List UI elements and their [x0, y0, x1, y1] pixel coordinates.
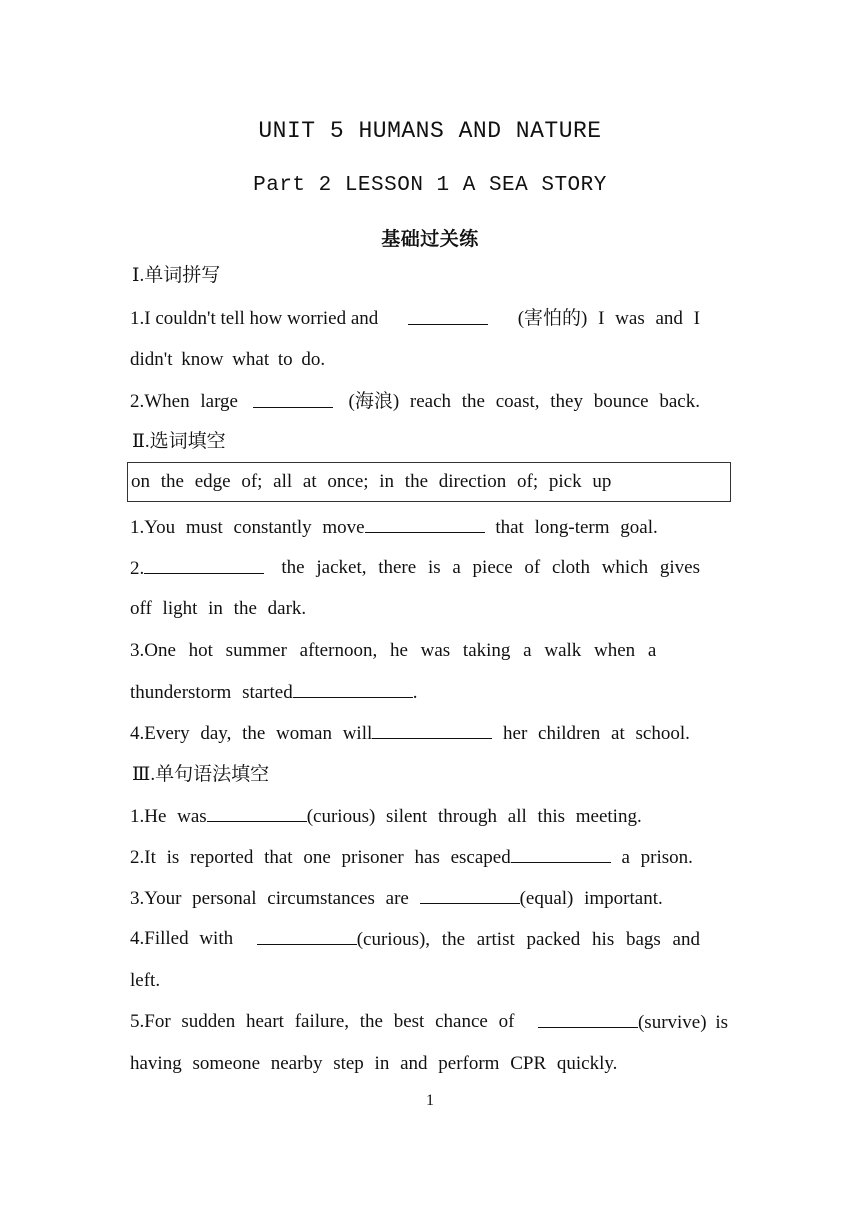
s2-q3-line1: 3.One hot summer afternoon, he was taking a walk when a: [130, 640, 657, 661]
s2-q3-line2: [130, 679, 417, 706]
s2-q4-text: 4.Every day, the woman will: [130, 723, 373, 744]
s3-q4-blank[interactable]: [257, 926, 357, 945]
s2-q2-line1: [130, 555, 700, 582]
s3-q3-text-end: (equal) important.: [519, 888, 663, 909]
s2-q3-period: .: [412, 682, 418, 703]
s2-q4-blank[interactable]: [372, 720, 492, 739]
s1-q1-text: 1.I couldn't tell how worried and: [130, 308, 379, 329]
s1-q2-line: [130, 389, 700, 415]
s2-q3-text: thunderstorm started: [130, 682, 293, 703]
s2-q4-text-end: her children at school.: [503, 723, 690, 744]
s1-q1-line1: [130, 306, 700, 332]
s2-q2-blank[interactable]: [144, 555, 264, 574]
s2-q1-text-end: that long-term goal.: [495, 517, 658, 538]
section-2-heading: Ⅱ.选词填空: [132, 431, 226, 452]
section-subtitle: 基础过关练: [381, 228, 479, 250]
s2-q2-text: the jacket, there is a piece of cloth which gives: [281, 557, 700, 578]
s3-q4-fill: [257, 926, 700, 953]
s2-q2-line2: off light in the dark.: [130, 598, 307, 619]
s3-q5-fill: [538, 1009, 728, 1036]
s3-q4-text: 4.Filled with: [130, 928, 234, 949]
word-options: on the edge of; all at once; in the direction of; pick up: [131, 471, 612, 492]
s1-q2-blank[interactable]: [253, 389, 333, 408]
s3-q2-blank[interactable]: [511, 844, 611, 863]
s3-q1-text-end: (curious) silent through all this meeting.: [306, 806, 642, 827]
section-1-heading: Ⅰ.单词拼写: [132, 265, 221, 286]
s3-q3-line: [130, 885, 663, 912]
s3-q4-line1: [130, 926, 700, 953]
s3-q3-text: 3.Your personal circumstances are: [130, 888, 409, 909]
s3-q4-line2: left.: [130, 970, 161, 991]
s3-q3-blank[interactable]: [420, 885, 520, 904]
s3-q5-blank[interactable]: [538, 1009, 638, 1028]
s2-q1-blank[interactable]: [365, 514, 485, 533]
s3-q5-text: 5.For sudden heart failure, the best chance of: [130, 1011, 515, 1032]
s3-q5-line1: [130, 1009, 728, 1036]
s3-q2-text: 2.It is reported that one prisoner has escaped: [130, 847, 511, 868]
section-3-heading: Ⅲ.单句语法填空: [132, 764, 270, 785]
s3-q5-line2: having someone nearby step in and perform CPR quickly.: [130, 1053, 618, 1074]
s2-q2-num: 2.: [130, 558, 145, 579]
page-number: 1: [426, 1092, 434, 1109]
s2-q1-line: [130, 514, 658, 541]
s1-q1-hint: (害怕的) I was and I: [517, 308, 700, 329]
unit-title: UNIT 5 HUMANS AND NATURE: [258, 118, 602, 144]
s3-q2-line: [130, 844, 693, 871]
s1-q2-text: 2.When large: [130, 391, 238, 412]
s3-q2-text-end: a prison.: [621, 847, 693, 868]
s2-q4-line: [130, 720, 690, 747]
s1-q1-line2: didn't know what to do.: [130, 349, 326, 370]
s2-q3-blank[interactable]: [293, 679, 413, 698]
s3-q1-blank[interactable]: [207, 803, 307, 822]
s2-q1-text: 1.You must constantly move: [130, 517, 365, 538]
lesson-title: Part 2 LESSON 1 A SEA STORY: [253, 174, 607, 197]
s1-q2-hint: (海浪) reach the coast, they bounce back.: [348, 391, 700, 412]
s1-q1-blank[interactable]: [408, 306, 488, 325]
word-options-box: [127, 462, 731, 502]
s3-q1-line: [130, 803, 642, 830]
s3-q1-text: 1.He was: [130, 806, 207, 827]
s3-q4-text-end: (curious), the artist packed his bags and: [356, 929, 700, 950]
s2-q2-num-wrap: [130, 555, 264, 582]
s3-q5-text-end: (survive) is: [637, 1012, 728, 1033]
